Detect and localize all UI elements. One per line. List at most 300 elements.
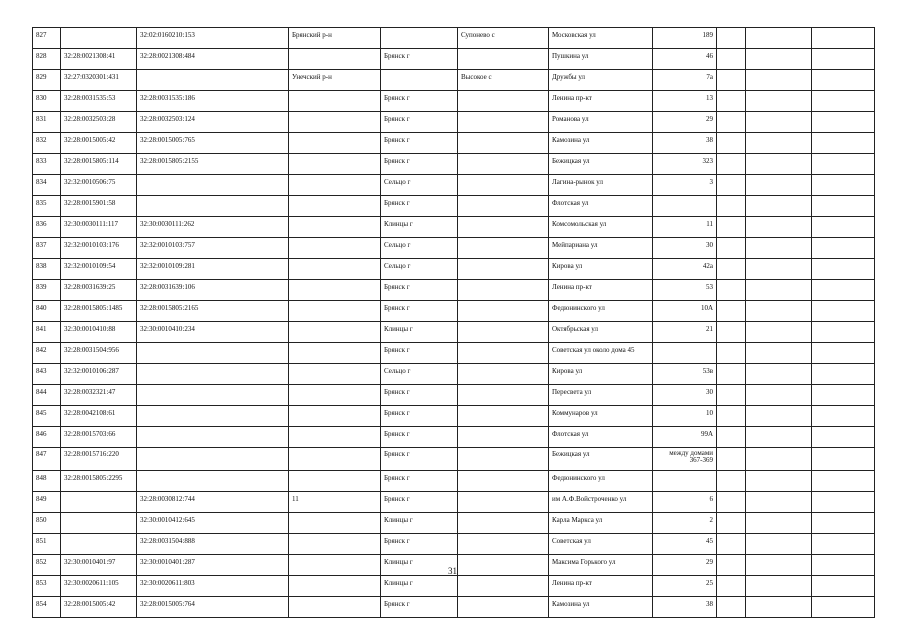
city-cell: Брянск г bbox=[381, 385, 458, 406]
building-number-cell: 32:28:0015005:764 bbox=[137, 597, 289, 618]
building-number-cell: 32:32:0010103:757 bbox=[137, 238, 289, 259]
settlement-cell bbox=[458, 133, 549, 154]
house-cell: 53в bbox=[653, 364, 717, 385]
house-cell: 7а bbox=[653, 70, 717, 91]
empty-cell bbox=[746, 91, 812, 112]
empty-cell bbox=[746, 280, 812, 301]
page-number: 31 bbox=[448, 566, 457, 576]
street-cell: Флотская ул bbox=[549, 196, 653, 217]
empty-cell bbox=[717, 280, 746, 301]
building-number-cell: 32:28:0015805:2155 bbox=[137, 154, 289, 175]
table-row bbox=[33, 91, 875, 112]
street-cell: Камозина ул bbox=[549, 133, 653, 154]
settlement-cell bbox=[458, 301, 549, 322]
building-number-cell: 32:30:0010412:645 bbox=[137, 513, 289, 534]
settlement-cell bbox=[458, 280, 549, 301]
cadastral-number-cell: 32:28:0021308:41 bbox=[61, 49, 137, 70]
settlement-cell bbox=[458, 238, 549, 259]
district-cell bbox=[289, 427, 381, 448]
table-row bbox=[33, 364, 875, 385]
table-row bbox=[33, 576, 875, 597]
building-number-cell: 32:30:0010410:234 bbox=[137, 322, 289, 343]
district-cell bbox=[289, 364, 381, 385]
street-cell: Пересвета ул bbox=[549, 385, 653, 406]
street-cell: Ленина пр-кт bbox=[549, 280, 653, 301]
city-cell: Брянск г bbox=[381, 597, 458, 618]
building-number-cell bbox=[137, 385, 289, 406]
empty-cell bbox=[746, 217, 812, 238]
table-row bbox=[33, 217, 875, 238]
table-row bbox=[33, 196, 875, 217]
street-cell: Советская ул bbox=[549, 534, 653, 555]
empty-cell bbox=[717, 259, 746, 280]
city-cell: Брянск г bbox=[381, 112, 458, 133]
house-cell: 38 bbox=[653, 133, 717, 154]
empty-cell bbox=[812, 343, 875, 364]
empty-cell bbox=[717, 576, 746, 597]
street-cell: им А.Ф.Войстроченко ул bbox=[549, 492, 653, 513]
empty-cell bbox=[717, 238, 746, 259]
empty-cell bbox=[812, 448, 875, 471]
table-row bbox=[33, 238, 875, 259]
table-row bbox=[33, 154, 875, 175]
table-row bbox=[33, 133, 875, 154]
city-cell: Сельцо г bbox=[381, 259, 458, 280]
empty-cell bbox=[746, 70, 812, 91]
row-number-cell: 849 bbox=[33, 492, 61, 513]
table-row bbox=[33, 322, 875, 343]
empty-cell bbox=[812, 280, 875, 301]
district-cell bbox=[289, 196, 381, 217]
district-cell bbox=[289, 406, 381, 427]
table-row bbox=[33, 343, 875, 364]
building-number-cell: 32:28:0015805:2165 bbox=[137, 301, 289, 322]
district-cell: 11 bbox=[289, 492, 381, 513]
cadastral-number-cell: 32:28:0031639:25 bbox=[61, 280, 137, 301]
empty-cell bbox=[717, 49, 746, 70]
empty-cell bbox=[746, 175, 812, 196]
empty-cell bbox=[812, 576, 875, 597]
row-number-cell: 846 bbox=[33, 427, 61, 448]
empty-cell bbox=[717, 406, 746, 427]
empty-cell bbox=[812, 217, 875, 238]
empty-cell bbox=[812, 513, 875, 534]
empty-cell bbox=[812, 492, 875, 513]
building-number-cell bbox=[137, 70, 289, 91]
city-cell: Клинцы г bbox=[381, 217, 458, 238]
settlement-cell bbox=[458, 385, 549, 406]
empty-cell bbox=[812, 28, 875, 49]
house-cell: 29 bbox=[653, 555, 717, 576]
settlement-cell bbox=[458, 343, 549, 364]
building-number-cell: 32:28:0015005:765 bbox=[137, 133, 289, 154]
house-cell: 10 bbox=[653, 406, 717, 427]
empty-cell bbox=[746, 576, 812, 597]
city-cell: Брянск г bbox=[381, 91, 458, 112]
district-cell bbox=[289, 301, 381, 322]
cadastral-number-cell: 32:32:0010106:287 bbox=[61, 364, 137, 385]
street-cell: Романова ул bbox=[549, 112, 653, 133]
district-cell: Унечский р-н bbox=[289, 70, 381, 91]
building-number-cell bbox=[137, 448, 289, 471]
district-cell bbox=[289, 238, 381, 259]
table-body bbox=[33, 28, 875, 618]
street-cell: Комсомольская ул bbox=[549, 217, 653, 238]
table-row bbox=[33, 301, 875, 322]
row-number-cell: 829 bbox=[33, 70, 61, 91]
city-cell: Брянск г bbox=[381, 49, 458, 70]
empty-cell bbox=[717, 492, 746, 513]
empty-cell bbox=[717, 322, 746, 343]
empty-cell bbox=[746, 513, 812, 534]
street-cell: Кирова ул bbox=[549, 259, 653, 280]
row-number-cell: 844 bbox=[33, 385, 61, 406]
table-row bbox=[33, 28, 875, 49]
settlement-cell: Супонево с bbox=[458, 28, 549, 49]
house-cell: между домами 367-369 bbox=[653, 448, 717, 471]
cadastral-number-cell: 32:28:0015703:66 bbox=[61, 427, 137, 448]
street-cell: Камозина ул bbox=[549, 597, 653, 618]
empty-cell bbox=[746, 238, 812, 259]
district-cell bbox=[289, 49, 381, 70]
empty-cell bbox=[746, 301, 812, 322]
house-cell: 323 bbox=[653, 154, 717, 175]
city-cell: Брянск г bbox=[381, 301, 458, 322]
building-number-cell bbox=[137, 196, 289, 217]
house-cell: 53 bbox=[653, 280, 717, 301]
empty-cell bbox=[717, 597, 746, 618]
table-row bbox=[33, 385, 875, 406]
empty-cell bbox=[746, 385, 812, 406]
cadastral-number-cell: 32:32:0010506:75 bbox=[61, 175, 137, 196]
empty-cell bbox=[812, 49, 875, 70]
cadastral-number-cell: 32:28:0031535:53 bbox=[61, 91, 137, 112]
empty-cell bbox=[746, 259, 812, 280]
city-cell: Брянск г bbox=[381, 427, 458, 448]
empty-cell bbox=[746, 343, 812, 364]
house-cell bbox=[653, 471, 717, 492]
settlement-cell bbox=[458, 259, 549, 280]
building-number-cell bbox=[137, 406, 289, 427]
empty-cell bbox=[717, 513, 746, 534]
empty-cell bbox=[812, 406, 875, 427]
table-row bbox=[33, 597, 875, 618]
empty-cell bbox=[717, 70, 746, 91]
table-row bbox=[33, 112, 875, 133]
cadastral-number-cell: 32:28:0015005:42 bbox=[61, 597, 137, 618]
cadastral-number-cell: 32:30:0020611:105 bbox=[61, 576, 137, 597]
building-number-cell: 32:30:0030111:262 bbox=[137, 217, 289, 238]
building-number-cell: 32:28:0031639:106 bbox=[137, 280, 289, 301]
empty-cell bbox=[812, 196, 875, 217]
street-cell: Максима Горького ул bbox=[549, 555, 653, 576]
row-number-cell: 833 bbox=[33, 154, 61, 175]
cadastral-number-cell: 32:28:0031504:956 bbox=[61, 343, 137, 364]
empty-cell bbox=[746, 406, 812, 427]
house-cell: 189 bbox=[653, 28, 717, 49]
row-number-cell: 843 bbox=[33, 364, 61, 385]
house-cell: 42а bbox=[653, 259, 717, 280]
settlement-cell bbox=[458, 196, 549, 217]
settlement-cell bbox=[458, 576, 549, 597]
house-cell: 99А bbox=[653, 427, 717, 448]
empty-cell bbox=[746, 322, 812, 343]
cadastral-number-cell: 32:30:0010410:88 bbox=[61, 322, 137, 343]
cadastral-number-cell bbox=[61, 513, 137, 534]
table-row bbox=[33, 513, 875, 534]
empty-cell bbox=[746, 28, 812, 49]
city-cell: Брянск г bbox=[381, 154, 458, 175]
empty-cell bbox=[746, 49, 812, 70]
building-number-cell bbox=[137, 175, 289, 196]
cadastral-number-cell: 32:28:0015805:1485 bbox=[61, 301, 137, 322]
empty-cell bbox=[746, 534, 812, 555]
street-cell: Октябрьская ул bbox=[549, 322, 653, 343]
building-number-cell: 32:28:0021308:484 bbox=[137, 49, 289, 70]
street-cell: Флотская ул bbox=[549, 427, 653, 448]
row-number-cell: 852 bbox=[33, 555, 61, 576]
street-cell: Федюнинского ул bbox=[549, 471, 653, 492]
cadastral-number-cell: 32:27:0320301:431 bbox=[61, 70, 137, 91]
row-number-cell: 830 bbox=[33, 91, 61, 112]
row-number-cell: 835 bbox=[33, 196, 61, 217]
register-table bbox=[32, 27, 875, 618]
empty-cell bbox=[717, 28, 746, 49]
table-row bbox=[33, 280, 875, 301]
house-cell: 3 bbox=[653, 175, 717, 196]
empty-cell bbox=[717, 534, 746, 555]
cadastral-number-cell: 32:28:0032321:47 bbox=[61, 385, 137, 406]
empty-cell bbox=[717, 154, 746, 175]
district-cell bbox=[289, 280, 381, 301]
row-number-cell: 842 bbox=[33, 343, 61, 364]
row-number-cell: 845 bbox=[33, 406, 61, 427]
row-number-cell: 847 bbox=[33, 448, 61, 471]
building-number-cell bbox=[137, 343, 289, 364]
empty-cell bbox=[717, 133, 746, 154]
building-number-cell bbox=[137, 471, 289, 492]
cadastral-number-cell: 32:30:0030111:117 bbox=[61, 217, 137, 238]
street-cell: Кирова ул bbox=[549, 364, 653, 385]
settlement-cell: Высокое с bbox=[458, 70, 549, 91]
settlement-cell bbox=[458, 427, 549, 448]
empty-cell bbox=[717, 471, 746, 492]
settlement-cell bbox=[458, 322, 549, 343]
settlement-cell bbox=[458, 471, 549, 492]
city-cell: Брянск г bbox=[381, 343, 458, 364]
building-number-cell: 32:32:0010109:281 bbox=[137, 259, 289, 280]
table-row bbox=[33, 492, 875, 513]
empty-cell bbox=[746, 471, 812, 492]
city-cell: Брянск г bbox=[381, 448, 458, 471]
empty-cell bbox=[717, 112, 746, 133]
house-cell: 30 bbox=[653, 238, 717, 259]
row-number-cell: 828 bbox=[33, 49, 61, 70]
cadastral-number-cell: 32:28:0015805:114 bbox=[61, 154, 137, 175]
empty-cell bbox=[812, 238, 875, 259]
district-cell bbox=[289, 513, 381, 534]
empty-cell bbox=[746, 196, 812, 217]
cadastral-number-cell: 32:28:0015716:220 bbox=[61, 448, 137, 471]
settlement-cell bbox=[458, 175, 549, 196]
row-number-cell: 836 bbox=[33, 217, 61, 238]
district-cell bbox=[289, 133, 381, 154]
cadastral-number-cell: 32:28:0015005:42 bbox=[61, 133, 137, 154]
street-cell: Советская ул около дома 45 bbox=[549, 343, 653, 364]
street-cell: Ленина пр-кт bbox=[549, 91, 653, 112]
empty-cell bbox=[746, 492, 812, 513]
empty-cell bbox=[746, 154, 812, 175]
table-row bbox=[33, 471, 875, 492]
street-cell: Мейпариана ул bbox=[549, 238, 653, 259]
street-cell: Карла Маркса ул bbox=[549, 513, 653, 534]
empty-cell bbox=[812, 385, 875, 406]
settlement-cell bbox=[458, 217, 549, 238]
empty-cell bbox=[812, 322, 875, 343]
settlement-cell bbox=[458, 513, 549, 534]
empty-cell bbox=[746, 448, 812, 471]
city-cell: Клинцы г bbox=[381, 576, 458, 597]
city-cell: Брянск г bbox=[381, 133, 458, 154]
settlement-cell bbox=[458, 534, 549, 555]
building-number-cell bbox=[137, 427, 289, 448]
city-cell: Клинцы г bbox=[381, 513, 458, 534]
empty-cell bbox=[812, 133, 875, 154]
house-cell: 38 bbox=[653, 597, 717, 618]
settlement-cell bbox=[458, 154, 549, 175]
street-cell: Ленина пр-кт bbox=[549, 576, 653, 597]
empty-cell bbox=[717, 385, 746, 406]
district-cell: Брянский р-н bbox=[289, 28, 381, 49]
district-cell bbox=[289, 534, 381, 555]
row-number-cell: 854 bbox=[33, 597, 61, 618]
district-cell bbox=[289, 385, 381, 406]
district-cell bbox=[289, 91, 381, 112]
row-number-cell: 850 bbox=[33, 513, 61, 534]
row-number-cell: 848 bbox=[33, 471, 61, 492]
house-cell: 11 bbox=[653, 217, 717, 238]
row-number-cell: 840 bbox=[33, 301, 61, 322]
house-cell: 13 bbox=[653, 91, 717, 112]
settlement-cell bbox=[458, 448, 549, 471]
city-cell: Клинцы г bbox=[381, 322, 458, 343]
row-number-cell: 834 bbox=[33, 175, 61, 196]
table-row bbox=[33, 175, 875, 196]
district-cell bbox=[289, 217, 381, 238]
city-cell: Брянск г bbox=[381, 196, 458, 217]
city-cell bbox=[381, 28, 458, 49]
district-cell bbox=[289, 154, 381, 175]
cadastral-number-cell bbox=[61, 534, 137, 555]
city-cell: Сельцо г bbox=[381, 238, 458, 259]
empty-cell bbox=[746, 597, 812, 618]
house-cell: 46 bbox=[653, 49, 717, 70]
building-number-cell: 32:28:0031504:888 bbox=[137, 534, 289, 555]
city-cell: Сельцо г bbox=[381, 364, 458, 385]
empty-cell bbox=[717, 364, 746, 385]
empty-cell bbox=[812, 471, 875, 492]
district-cell bbox=[289, 175, 381, 196]
city-cell: Брянск г bbox=[381, 534, 458, 555]
cadastral-number-cell: 32:28:0015805:2295 bbox=[61, 471, 137, 492]
cadastral-number-cell bbox=[61, 28, 137, 49]
building-number-cell: 32:28:0031535:186 bbox=[137, 91, 289, 112]
empty-cell bbox=[717, 427, 746, 448]
row-number-cell: 851 bbox=[33, 534, 61, 555]
settlement-cell bbox=[458, 492, 549, 513]
settlement-cell bbox=[458, 597, 549, 618]
empty-cell bbox=[746, 427, 812, 448]
street-cell: Пушкина ул bbox=[549, 49, 653, 70]
table-row bbox=[33, 49, 875, 70]
row-number-cell: 838 bbox=[33, 259, 61, 280]
cadastral-number-cell: 32:32:0010103:176 bbox=[61, 238, 137, 259]
empty-cell bbox=[746, 364, 812, 385]
city-cell: Сельцо г bbox=[381, 175, 458, 196]
empty-cell bbox=[746, 133, 812, 154]
city-cell: Брянск г bbox=[381, 280, 458, 301]
empty-cell bbox=[717, 448, 746, 471]
empty-cell bbox=[717, 175, 746, 196]
row-number-cell: 832 bbox=[33, 133, 61, 154]
street-cell: Федюнинского ул bbox=[549, 301, 653, 322]
table-row bbox=[33, 259, 875, 280]
house-cell: 45 bbox=[653, 534, 717, 555]
empty-cell bbox=[812, 70, 875, 91]
district-cell bbox=[289, 112, 381, 133]
cadastral-number-cell: 32:28:0042108:61 bbox=[61, 406, 137, 427]
building-number-cell: 32:30:0010401:287 bbox=[137, 555, 289, 576]
empty-cell bbox=[812, 91, 875, 112]
house-cell: 6 bbox=[653, 492, 717, 513]
empty-cell bbox=[812, 597, 875, 618]
empty-cell bbox=[717, 301, 746, 322]
district-cell bbox=[289, 259, 381, 280]
row-number-cell: 831 bbox=[33, 112, 61, 133]
house-cell bbox=[653, 343, 717, 364]
empty-cell bbox=[717, 343, 746, 364]
empty-cell bbox=[717, 217, 746, 238]
street-cell: Дружбы ул bbox=[549, 70, 653, 91]
building-number-cell: 32:30:0020611:803 bbox=[137, 576, 289, 597]
row-number-cell: 837 bbox=[33, 238, 61, 259]
empty-cell bbox=[717, 196, 746, 217]
empty-cell bbox=[812, 175, 875, 196]
settlement-cell bbox=[458, 406, 549, 427]
street-cell: Московская ул bbox=[549, 28, 653, 49]
empty-cell bbox=[812, 301, 875, 322]
house-cell bbox=[653, 196, 717, 217]
settlement-cell bbox=[458, 91, 549, 112]
street-cell: Коммунаров ул bbox=[549, 406, 653, 427]
settlement-cell bbox=[458, 112, 549, 133]
cadastral-number-cell: 32:28:0015901:58 bbox=[61, 196, 137, 217]
table-row bbox=[33, 427, 875, 448]
settlement-cell bbox=[458, 49, 549, 70]
table-row bbox=[33, 406, 875, 427]
table-row bbox=[33, 70, 875, 91]
cadastral-number-cell: 32:30:0010401:97 bbox=[61, 555, 137, 576]
cadastral-number-cell bbox=[61, 492, 137, 513]
building-number-cell: 32:02:0160210:153 bbox=[137, 28, 289, 49]
cadastral-number-cell: 32:28:0032503:28 bbox=[61, 112, 137, 133]
building-number-cell: 32:28:0030812:744 bbox=[137, 492, 289, 513]
house-cell: 29 bbox=[653, 112, 717, 133]
empty-cell bbox=[717, 91, 746, 112]
street-cell: Бежицкая ул bbox=[549, 448, 653, 471]
district-cell bbox=[289, 597, 381, 618]
cadastral-number-cell: 32:32:0010109:54 bbox=[61, 259, 137, 280]
